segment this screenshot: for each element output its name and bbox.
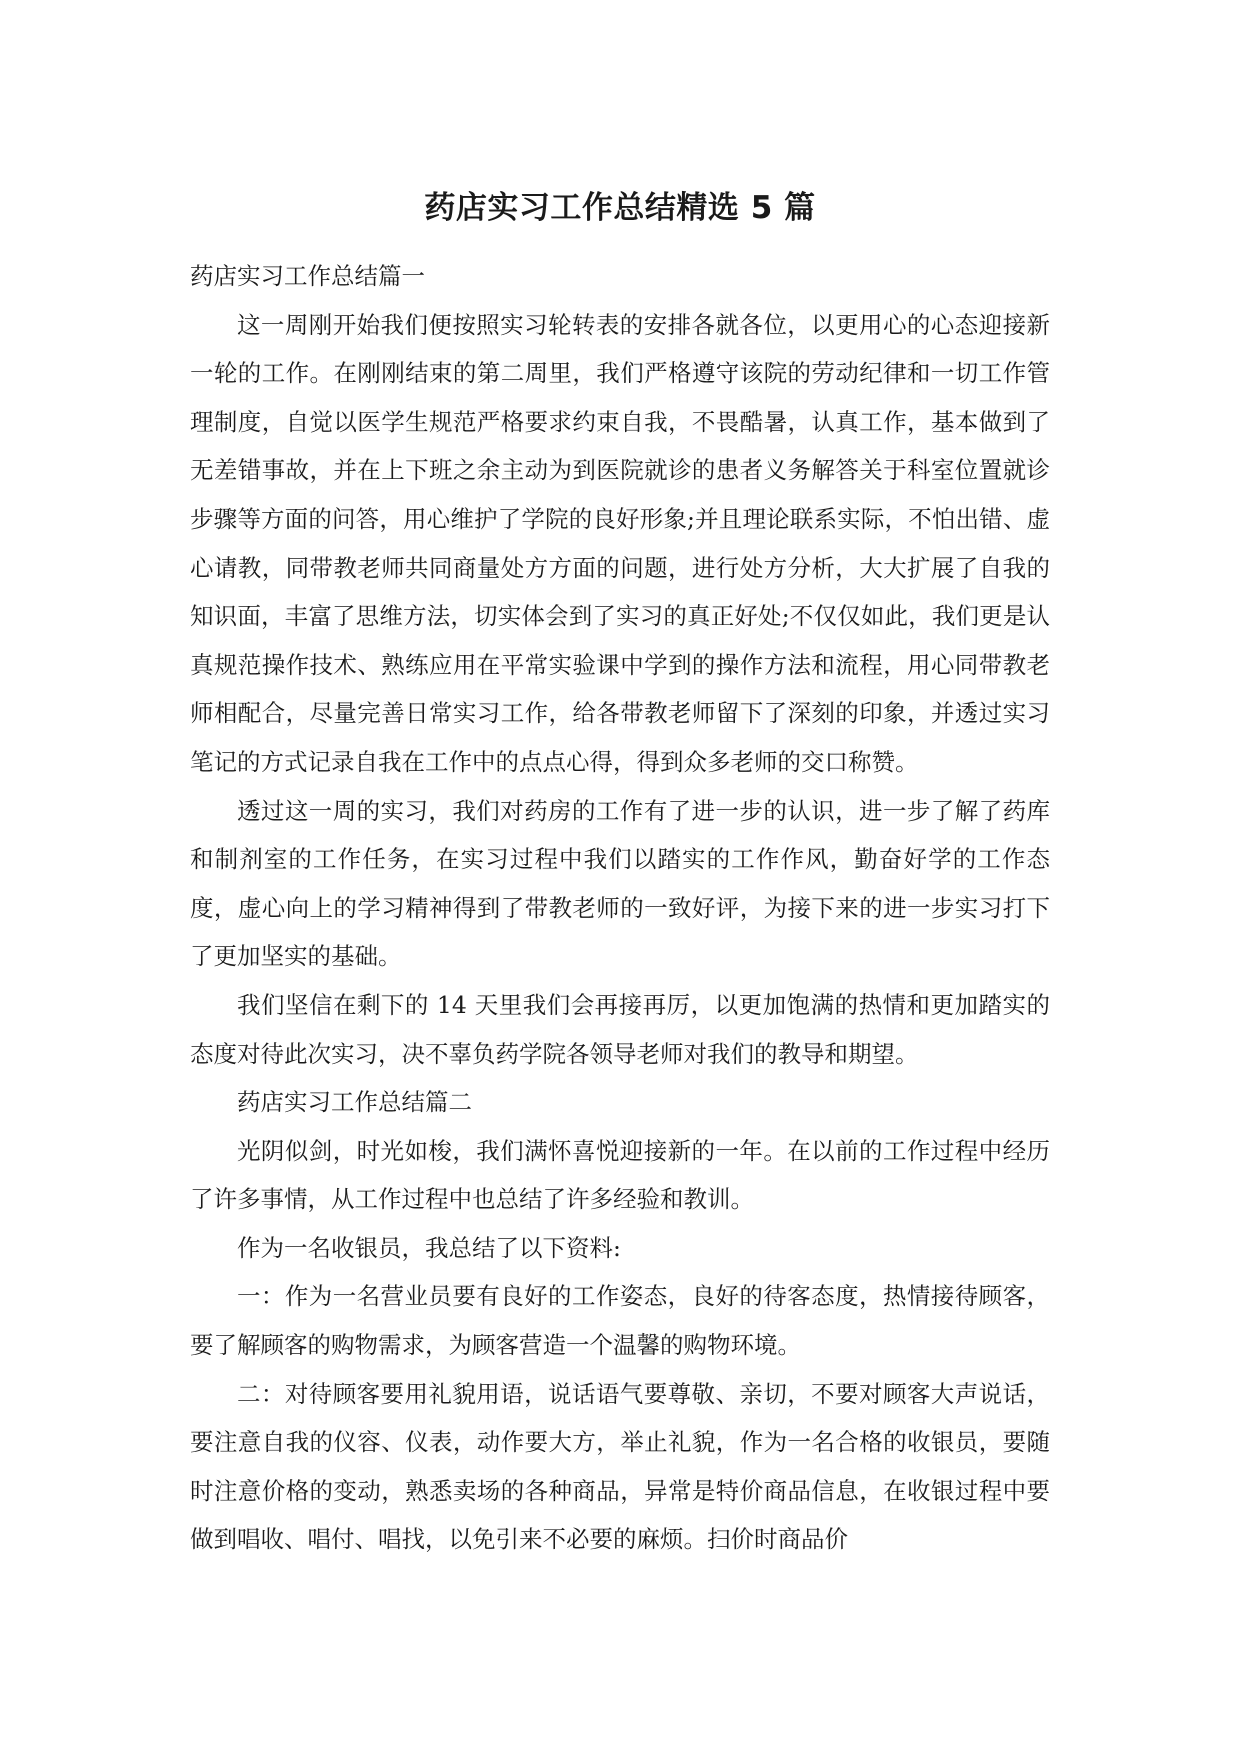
document-page xyxy=(190,180,1050,1564)
paragraph: 光阴似剑，时光如梭，我们满怀喜悦迎接新的一年。在以前的工作过程中经历了许多事情，从工作过程中也总结了许多经验和教训。 xyxy=(190,1136,1050,1214)
paragraph: 作为一名收银员，我总结了以下资料: xyxy=(237,1233,621,1262)
paragraph: 一：作为一名营业员要有良好的工作姿态，良好的待客态度，热情接待顾客，要了解顾客的购物需求，为顾客营造一个温馨的购物环境。 xyxy=(190,1282,1050,1360)
paragraph: 这一周刚开始我们便按照实习轮转表的安排各就各位，以更用心的心态迎接新一轮的工作。在刚刚结束的第二周里，我们严格遵守该院的劳动纪律和一切工作管理制度，自觉以医学生规范严格要求约束自我，不畏酷暑，认真工作，基本做到了无差错事故，并在上下班之余主动为到医院就诊的患者义务解答关于科室位置就诊步骤等方面的问答，用心维护了学院的良好形象;并且理论联系实际，不怕出错、虚心请教，同带教老师共同商量处方方面的问题，进行处方分析，大大扩展了自我的知识面，丰富了思维方法，切实体会到了实习的真正好处;不仅仅如此，我们更是认真规范操作技术、熟练应用在平常实验课中学到的操作方法和流程，用心同带教老师相配合，尽量完善日常实习工作，给各带教老师留下了深刻的印象，并透过实习笔记的方式记录自我在工作中的点点心得，得到众多老师的交口称赞。 xyxy=(190,310,1050,776)
paragraph: 二：对待顾客要用礼貌用语，说话语气要尊敬、亲切，不要对顾客大声说话，要注意自我的仪容、仪表，动作要大方，举止礼貌，作为一名合格的收银员，要随时注意价格的变动，熟悉卖场的各种商品，异常是特价商品信息，在收银过程中要做到唱收、唱付、唱找，以免引来不必要的麻烦。扫价时商品价 xyxy=(190,1379,1050,1554)
document-title: 药店实习工作总结精选 5 篇 xyxy=(424,190,816,226)
section-heading-1: 药店实习工作总结篇一 xyxy=(190,262,425,290)
paragraph: 透过这一周的实习，我们对药房的工作有了进一步的认识，进一步了解了药库和制剂室的工作任务，在实习过程中我们以踏实的工作作风，勤奋好学的工作态度，虚心向上的学习精神得到了带教老师的一致好评，为接下来的进一步实习打下了更加坚实的基础。 xyxy=(190,796,1050,971)
paragraph: 我们坚信在剩下的 14 天里我们会再接再厉，以更加饱满的热情和更加踏实的态度对待此次实习，决不辜负药学院各领导老师对我们的教导和期望。 xyxy=(190,990,1050,1068)
section-heading-2: 药店实习工作总结篇二 xyxy=(237,1088,472,1117)
